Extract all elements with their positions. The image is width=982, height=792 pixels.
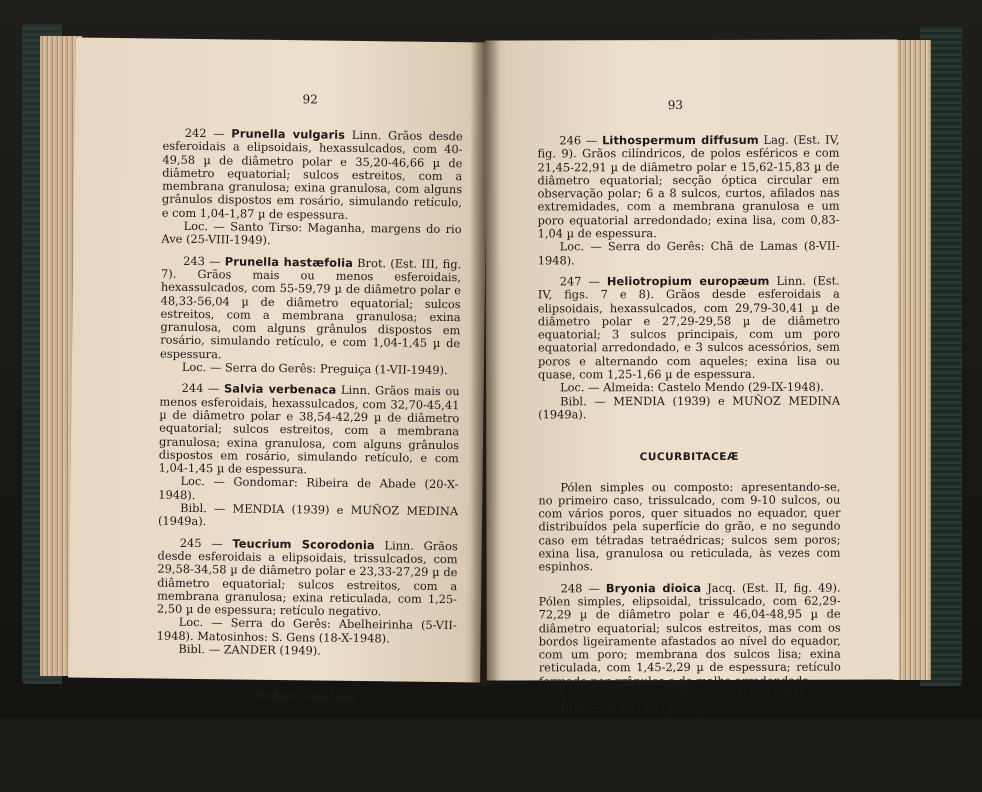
species-name: Prunella vulgaris — [231, 126, 346, 142]
species-entry: 246 — Lithospermum diffusum Lag. (Est. IV, fig. 9). Grãos cilíndricos, de polos esféricos e com 21,45-22,91 µ de diâmetro polar e 15,62-15,83 µ de diâmetro equatorial; secção óptica circular em observação polar; 6 a 8 sulcos, curtos, afilados nas extremidades, com a membrana granulosa e um poro equatorial arredondado; exina lisa, com 0,83-1,04 µ de espessura. — [537, 132, 840, 241]
species-name: Salvia verbenaca — [223, 381, 337, 398]
locality: Loc. — Matosinhos: Boa Nova (13-X-1948). — [560, 686, 809, 702]
entry-description: Linn. Grãos mais ou menos esferoidais, hexassulcados, com 32,70-45,41 µ de diâmetro polar e 38,54-42,29 µ de diâmetro equatorial; sulcos estreitos, com a membrana granulosa; exina granulosa, com alguns grânulos dispostos em rosário, simulando retículo, e com 1,04-1,45 µ de espessura. — [158, 383, 460, 477]
entry-description: Linn. Grãos desde esferoidais a elipsoidais, trissulcados, com 29,58-34,58 µ de diâmetro polar e 23,33-27,29 µ de diâmetro equatorial; sulcos estreitos, com a membrana granulosa; exina reticulada, com 1,25-2,50 µ de espessura; retículo negativo. — [156, 537, 458, 619]
entry-description: Brot. (Est. III, fig. 7). Grãos mais ou menos esferoidais, hexassulcados, com 55-59,79 µ de diâmetro polar e 48,33-56,04 µ de diâmetro equatorial; sulcos estreitos, com a membrana granulosa; exina granulosa, com alguns grânulos dispostos em rosário, simulando retículo, e com 1,04-1,45 µ de espessura. — [159, 255, 462, 362]
locality: Loc. — Serra do Gerês: Abelheirinha (5-VII-1948). Matosinhos: S. Gens (18-X-1948). — [156, 615, 457, 646]
right-page — [485, 39, 899, 771]
species-entry: 245 — Teucrium Scorodonia Linn. Grãos desde esferoidais a elipsoidais, trissulcados, com 29,58-34,58 µ de diâmetro polar e 23,33-27,29 µ de diâmetro equatorial; sulcos estreitos, com a membrana granulosa; exina reticulada, com 1,25-2,50 µ de espessura; retículo negativo. — [156, 535, 458, 619]
bibliography: Bibl. — ZANDER (1949). — [178, 641, 321, 658]
species-entry: 248 — Bryonia dioica Jacq. (Est. II, fig. 49). Pólen simples, elipsoidal, trissulcado, com 62,29-72,29 µ de diâmetro polar e 46,04-48,95 µ de diâmetro equatorial; sulcos estreitos, mas com os bordos ligeiramente afastados ao nível do equador, com um poro; membrana dos sulcos lisa; exina reticulada, com 1,45-2,29 µ de espessura; retículo formado por grânulos e de malha arredondada. — [538, 580, 841, 689]
section-title: CUCURBITACEÆ — [639, 451, 739, 464]
left-page-text — [155, 127, 463, 792]
locality: Loc. — Gondomar: Ribeira de Abade (20-X-1948). — [158, 474, 459, 502]
entry-number: 248 — [560, 580, 583, 595]
locality: Loc. — Serra do Gerês: Preguiça (1-VII-1949). — [181, 359, 448, 378]
entry-number: 247 — [559, 274, 582, 289]
page-edges-right — [893, 40, 931, 680]
entry-number: 242 — [184, 125, 207, 141]
locality: Loc. — Santo Tirso: Maganha, margens do rio Ave (25-VIII-1949). — [161, 218, 462, 248]
bibliography: Bibl. — MENDIA (1939) e MUÑOZ MEDINA (1949a). — [538, 393, 841, 422]
footnote: Alguns grãos desta espécie apresentam como que quatro sulcos oblíquos à linha do equador, convergindo dois a dois e unindo-se, alternadamente, acima e abaixo daquela linha. Ori- — [538, 724, 842, 771]
species-name: Lithospermum diffusum — [602, 132, 759, 148]
locality: Loc. — Serra do Gerês: Chã de Lamas (8-VII-1948). — [537, 238, 840, 268]
left-page — [68, 38, 488, 790]
species-name: Prunella hastæfolia — [224, 254, 354, 270]
entry-description: Linn. (Est. IV, figs. 7 e 8). Grãos desde esferoidais a elipsoidais, hexassulcados, com 29,79-30,41 µ de diâmetro polar e 27,29-29,58 µ de diâmetro equatorial; 3 sulcos principais, com um poro equatorial arredondado, e 3 sulcos acessórios, sem poros e alternando com aqueles; exina lisa ou quase, com 1,25-1,66 µ de espessura. — [537, 273, 841, 382]
entry-number: 244 — [181, 381, 204, 396]
species-entry: 247 — Heliotropium europæum Linn. (Est. IV, figs. 7 e 8). Grãos desde esferoidais a elipsoidais, hexassulcados, com 29,79-30,41 µ de diâmetro polar e 27,29-29,58 µ de diâmetro equatorial; 3 sulcos principais, com um poro equatorial arredondado, e 3 sulcos acessórios, sem poros e alternando com aqueles; exina lisa ou quase, com 1,25-1,66 µ de espessura. — [537, 273, 841, 382]
species-name: Heliotropium europæum — [606, 273, 770, 289]
bibliography: Bibl. — MENDIA (1939). — [560, 700, 704, 715]
entry-description: Jacq. (Est. II, fig. 49). Pólen simples, elipsoidal, trissulcado, com 62,29-72,29 µ de diâmetro polar e 46,04-48,95 µ de diâmetro equatorial; sulcos estreitos, mas com os bordos ligeiramente afastados ao nível do equador, com um poro; membrana dos sulcos lisa; exina reticulada, com 1,45-2,29 µ de espessura; retículo formado por grânulos e de malha arredondada. — [538, 580, 841, 689]
right-page-text — [537, 134, 841, 771]
entry-number: 246 — [559, 133, 582, 148]
entry-number: 245 — [179, 535, 202, 550]
section-description: Pólen simples ou composto: apresentando-se, no primeiro caso, trissulcado, com 9-10 sulcos, ou com vários poros, quer situados no equador, quer distribuídos pela superfície do grão, e no segundo caso em tétradas tetraédricas; sulcos sem poros; exina lisa, granulosa ou reticulada, às vezes com espinhos. — [538, 479, 841, 574]
bibliography: Bibl. — MENDIA (1939) e MUÑOZ MEDINA (1949a). — [157, 500, 459, 529]
page-number: 93 — [667, 98, 683, 113]
species-entry: 242 — Prunella vulgaris Linn. Grãos desde esferoidais a elipsoidais, hexassulcados, com 40-49,58 µ de diâmetro polar e 35,20-46,66 µ de diâmetro equatorial; sulcos estreitos, com a membrana granulosa; exina granulosa, com alguns grânulos dispostos em rosário, simulando retículo, e com 1,04-1,87 µ de espessura. — [161, 125, 463, 222]
species-name: Bryonia dioica — [605, 580, 702, 595]
section-description: Pólen simples, desde esferoidal a elipsoidal, cilíndrico ou piriforme, com 3 a 11 sulcos, sempre orientados segundo os meridianos, e com um poro equatorial; sulcos acessórios, quando existem, sem poros; exina desde lisa a granulosa. — [154, 720, 456, 790]
species-name: Teucrium Scorodonia — [232, 536, 375, 552]
entry-description: Lag. (Est. IV, fig. 9). Grãos cilíndricos, de polos esféricos e com 21,45-22,91 µ de diâmetro polar e 15,62-15,83 µ de diâmetro equatorial; secção óptica circular em observação polar; 6 a 8 sulcos, curtos, afilados nas extremidades, com a membrana granulosa e um poro equatorial arredondado; exina lisa, com 0,83-1,04 µ de espessura. — [537, 132, 840, 241]
entry-description: Linn. Grãos desde esferoidais a elipsoidais, hexassulcados, com 40-49,58 µ de diâmetro polar e 35,20-46,66 µ de diâmetro equatorial; sulcos estreitos, com a membrana granulosa; exina granulosa, com alguns grânulos dispostos em rosário, simulando retículo, e com 1,04-1,87 µ de espessura. — [161, 127, 463, 222]
entry-number: 243 — [183, 253, 206, 268]
book-gutter — [470, 38, 500, 686]
species-entry: 244 — Salvia verbenaca Linn. Grãos mais ou menos esferoidais, hexassulcados, com 32,70-45,41 µ de diâmetro polar e 38,54-42,29 µ de diâmetro equatorial; sulcos estreitos, com a membrana granulosa; exina granulosa, com alguns grânulos dispostos em rosário, simulando retículo, e com 1,04-1,45 µ de espessura. — [158, 381, 460, 477]
species-entry: 243 — Prunella hastæfolia Brot. (Est. III, fig. 7). Grãos mais ou menos esferoidais, hexassulcados, com 55-59,79 µ de diâmetro polar e 48,33-56,04 µ de diâmetro equatorial; sulcos estreitos, com a membrana granulosa; exina granulosa, com alguns grânulos dispostos em rosário, simulando retículo, e com 1,04-1,45 µ de espessura. — [159, 253, 462, 362]
locality: Loc. — Almeida: Castelo Mendo (29-IX-1948). — [560, 379, 824, 395]
section-title: BORRAGINACEÆ — [254, 691, 358, 705]
page-number: 92 — [302, 92, 318, 107]
